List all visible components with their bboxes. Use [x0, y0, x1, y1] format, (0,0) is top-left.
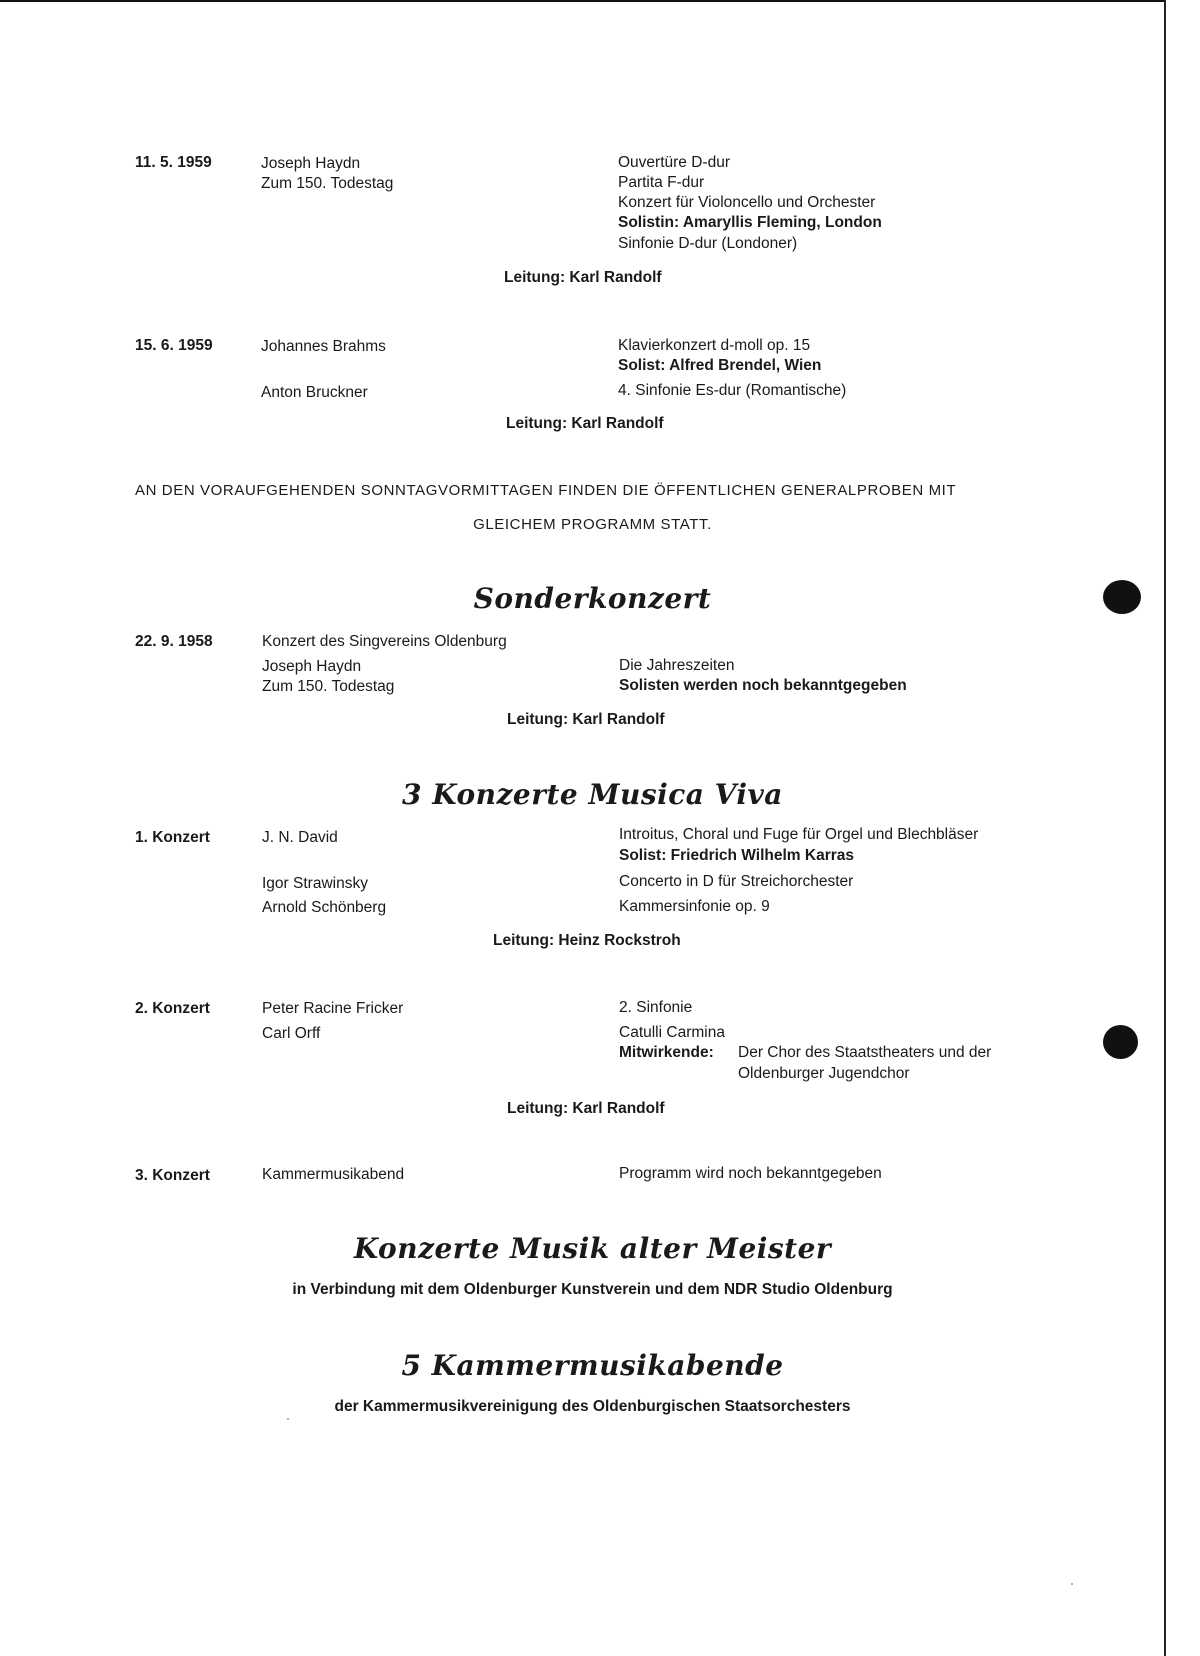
concert-label: 3. Konzert	[135, 1167, 210, 1184]
work-title: Die Jahreszeiten	[619, 657, 735, 674]
punch-hole-mark	[1103, 1025, 1138, 1059]
concert-label: 1. Konzert	[135, 829, 210, 846]
work-title: Catulli Carmina	[619, 1024, 725, 1041]
concert-label: 2. Konzert	[135, 1000, 210, 1017]
section-heading-sonderkonzert: Sonderkonzert	[473, 582, 712, 615]
scan-speck	[287, 1418, 289, 1420]
participants: Der Chor des Staatstheaters und der	[738, 1044, 992, 1061]
composer: Carl Orff	[262, 1025, 321, 1042]
work-title: Introitus, Choral und Fuge für Orgel und Blechbläser	[619, 826, 979, 843]
composer: Joseph Haydn	[261, 155, 361, 172]
composer: Joseph Haydn	[262, 658, 362, 675]
conductor: Leitung: Karl Randolf	[504, 269, 662, 286]
work-title: Partita F-dur	[618, 174, 705, 191]
work-title: Kammersinfonie op. 9	[619, 898, 770, 915]
program-title: Kammermusikabend	[262, 1166, 405, 1183]
section-heading-alte-meister: Konzerte Musik alter Meister	[353, 1232, 832, 1265]
conductor: Leitung: Karl Randolf	[506, 415, 664, 432]
section-heading-kammermusik: 5 Kammermusikabende	[401, 1349, 784, 1382]
composer: Anton Bruckner	[261, 384, 368, 401]
work-title: Sinfonie D-dur (Londoner)	[618, 235, 798, 252]
work-title: Klavierkonzert d-moll op. 15	[618, 337, 811, 354]
concert-date: 11. 5. 1959	[135, 154, 212, 171]
scan-edge-top	[0, 0, 1165, 2]
rehearsal-notice-line-2: GLEICHEM PROGRAMM STATT.	[473, 516, 712, 533]
work-title: 2. Sinfonie	[619, 999, 693, 1016]
soloist: Solist: Alfred Brendel, Wien	[618, 357, 822, 374]
work-title: Ouvertüre D-dur	[618, 154, 730, 171]
work-title: Konzert für Violoncello und Orchester	[618, 194, 876, 211]
participants: Oldenburger Jugendchor	[738, 1065, 910, 1082]
rehearsal-notice-line-1: AN DEN VORAUFGEHENDEN SONNTAGVORMITTAGEN FINDEN DIE ÖFFENTLICHEN GENERALPROBEN MIT	[135, 482, 957, 499]
conductor: Leitung: Heinz Rockstroh	[493, 932, 681, 949]
conductor: Leitung: Karl Randolf	[507, 711, 665, 728]
composer: Igor Strawinsky	[262, 875, 368, 892]
section-heading-musica-viva: 3 Konzerte Musica Viva	[402, 778, 783, 811]
soloist: Solist: Friedrich Wilhelm Karras	[619, 847, 855, 864]
composer: J. N. David	[262, 829, 338, 846]
conductor: Leitung: Karl Randolf	[507, 1100, 665, 1117]
composer: Johannes Brahms	[261, 338, 386, 355]
composer-note: Zum 150. Todestag	[261, 175, 394, 192]
soloist: Solistin: Amaryllis Fleming, London	[618, 214, 882, 231]
work-title: 4. Sinfonie Es-dur (Romantische)	[618, 382, 847, 399]
participants-label: Mitwirkende:	[619, 1044, 714, 1061]
section-subtitle: der Kammermusikvereinigung des Oldenburgischen Staatsorchesters	[334, 1398, 851, 1415]
scan-speck	[1071, 1583, 1073, 1585]
soloist: Solisten werden noch bekanntgegeben	[619, 677, 907, 694]
concert-date: 15. 6. 1959	[135, 337, 213, 354]
concert-date: 22. 9. 1958	[135, 633, 213, 650]
composer-note: Zum 150. Todestag	[262, 678, 395, 695]
program-note: Programm wird noch bekanntgegeben	[619, 1165, 882, 1182]
event-title: Konzert des Singvereins Oldenburg	[262, 633, 507, 650]
composer: Peter Racine Fricker	[262, 1000, 404, 1017]
work-title: Concerto in D für Streichorchester	[619, 873, 854, 890]
composer: Arnold Schönberg	[262, 899, 387, 916]
section-subtitle: in Verbindung mit dem Oldenburger Kunstverein und dem NDR Studio Oldenburg	[292, 1281, 893, 1298]
